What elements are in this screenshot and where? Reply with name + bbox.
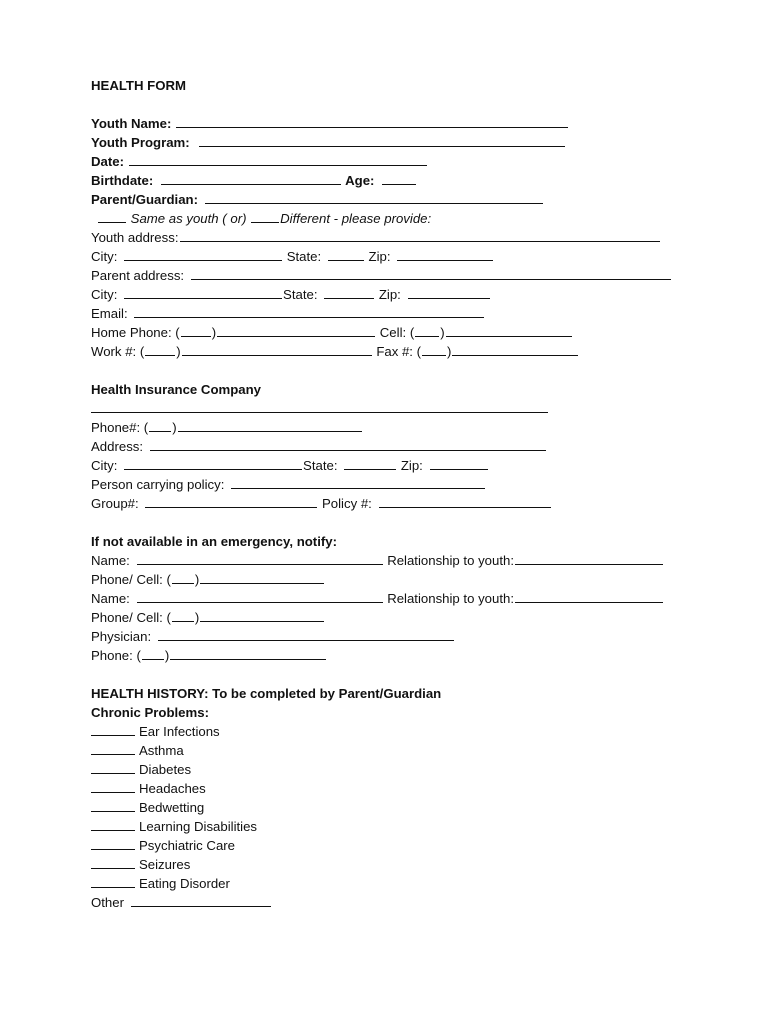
policy-label: Policy #:: [322, 496, 372, 511]
insurance-zip-field[interactable]: [430, 456, 488, 470]
youth-city-label: City:: [91, 249, 118, 264]
youth-address-label: Youth address:: [91, 230, 179, 245]
emergency-phone-2-close: ): [194, 610, 200, 625]
parent-guardian-row: [91, 190, 544, 209]
emergency-name-2-label: Name:: [91, 591, 130, 606]
insurance-city-row: [91, 456, 489, 475]
insurance-heading: Health Insurance Company: [91, 382, 262, 397]
insurance-phone-close: ): [172, 420, 177, 435]
other-label: Other: [91, 895, 124, 910]
youth-program-label: Youth Program:: [91, 135, 190, 150]
chronic-problems-heading: Chronic Problems:: [91, 705, 209, 720]
age-field[interactable]: [382, 171, 416, 185]
chronic-item: [91, 798, 204, 817]
physician-phone-row: [91, 646, 327, 665]
date-label: Date:: [91, 154, 124, 169]
chronic-item: [91, 874, 230, 893]
work-label: Work #: (: [91, 344, 145, 359]
age-label: Age:: [345, 173, 375, 188]
fax-close: ): [447, 344, 452, 359]
email-field[interactable]: [134, 304, 484, 318]
emergency-phone-1-close: ): [194, 572, 200, 587]
emergency-contact-2-row: [91, 589, 664, 608]
emergency-phone-2-area-field[interactable]: [172, 608, 194, 622]
date-field[interactable]: [129, 152, 427, 166]
group-label: Group#:: [91, 496, 139, 511]
different-checkline[interactable]: [251, 209, 279, 223]
chronic-item-checkline[interactable]: [91, 874, 135, 888]
emergency-phone-2-label: Phone/ Cell: (: [91, 610, 171, 625]
work-area-field[interactable]: [145, 342, 175, 356]
same-as-youth-label: Same as youth ( or): [130, 211, 247, 226]
same-as-youth-row: [97, 209, 431, 228]
parent-address-field[interactable]: [191, 266, 671, 280]
email-row: [91, 304, 485, 323]
health-history-heading: HEALTH HISTORY: To be completed by Parent/Guardian: [91, 686, 442, 701]
chronic-item-label: Psychiatric Care: [139, 838, 236, 853]
cell-label: Cell: (: [379, 325, 415, 340]
parent-guardian-field[interactable]: [205, 190, 543, 204]
cell-field[interactable]: [446, 323, 572, 337]
insurance-phone-area-field[interactable]: [149, 418, 171, 432]
chronic-item-label: Bedwetting: [139, 800, 205, 815]
youth-address-field[interactable]: [180, 228, 660, 242]
parent-state-field[interactable]: [324, 285, 374, 299]
emergency-name-1-field[interactable]: [137, 551, 383, 565]
chronic-item-checkline[interactable]: [91, 798, 135, 812]
physician-phone-close: ): [164, 648, 170, 663]
chronic-item: [91, 760, 191, 779]
emergency-phone-2-field[interactable]: [200, 608, 324, 622]
emergency-name-1-label: Name:: [91, 553, 130, 568]
chronic-item-checkline[interactable]: [91, 741, 135, 755]
emergency-phone-1-field[interactable]: [200, 570, 324, 584]
fax-area-field[interactable]: [422, 342, 446, 356]
physician-phone-field[interactable]: [170, 646, 326, 660]
chronic-item-label: Asthma: [139, 743, 184, 758]
chronic-item-checkline[interactable]: [91, 760, 135, 774]
chronic-item-label: Diabetes: [139, 762, 192, 777]
home-phone-row: [91, 323, 573, 342]
other-field[interactable]: [131, 893, 271, 907]
emergency-phone-1-area-field[interactable]: [172, 570, 194, 584]
chronic-item: [91, 836, 235, 855]
youth-name-label: Youth Name:: [91, 116, 172, 131]
fax-field[interactable]: [452, 342, 578, 356]
youth-zip-field[interactable]: [397, 247, 493, 261]
youth-city-field[interactable]: [124, 247, 282, 261]
other-row: [91, 893, 272, 912]
youth-city-row: [91, 247, 494, 266]
chronic-item-checkline[interactable]: [91, 779, 135, 793]
insurance-zip-label: Zip:: [400, 458, 423, 473]
physician-phone-area-field[interactable]: [142, 646, 164, 660]
chronic-item-label: Eating Disorder: [139, 876, 230, 891]
insurance-address-label: Address:: [91, 439, 144, 454]
youth-program-field[interactable]: [199, 133, 565, 147]
insurance-state-field[interactable]: [344, 456, 396, 470]
physician-phone-label: Phone: (: [91, 648, 141, 663]
work-close: ): [176, 344, 181, 359]
date-row: [91, 152, 428, 171]
physician-label: Physician:: [91, 629, 152, 644]
parent-zip-label: Zip:: [378, 287, 401, 302]
chronic-item-label: Headaches: [139, 781, 206, 796]
insurance-state-label: State:: [303, 458, 338, 473]
insurance-phone-label: Phone#: (: [91, 420, 149, 435]
relationship-1-label: Relationship to youth:: [387, 553, 515, 568]
policy-holder-field[interactable]: [231, 475, 485, 489]
parent-address-row: [91, 266, 672, 285]
insurance-phone-field[interactable]: [178, 418, 362, 432]
group-field[interactable]: [145, 494, 317, 508]
cell-area-field[interactable]: [415, 323, 439, 337]
relationship-2-label: Relationship to youth:: [387, 591, 515, 606]
different-label: Different - please provide:: [280, 211, 432, 226]
insurance-address-field[interactable]: [150, 437, 546, 451]
work-field[interactable]: [182, 342, 372, 356]
chronic-item: [91, 741, 184, 760]
birthdate-row: [91, 171, 417, 190]
chronic-item: [91, 855, 190, 874]
physician-row: [91, 627, 455, 646]
birthdate-field[interactable]: [161, 171, 341, 185]
chronic-item-checkline[interactable]: [91, 855, 135, 869]
emergency-heading: If not available in an emergency, notify:: [91, 534, 337, 549]
same-as-youth-checkline[interactable]: [98, 209, 126, 223]
chronic-item-label: Seizures: [139, 857, 191, 872]
email-label: Email:: [91, 306, 128, 321]
home-phone-close: ): [211, 325, 217, 340]
work-phone-row: [91, 342, 579, 361]
insurance-city-label: City:: [91, 458, 118, 473]
parent-city-label: City:: [91, 287, 118, 302]
home-phone-field[interactable]: [217, 323, 375, 337]
emergency-phone-1-row: [91, 570, 325, 589]
relationship-2-field[interactable]: [515, 589, 663, 603]
parent-zip-field[interactable]: [408, 285, 490, 299]
form-title: HEALTH FORM: [91, 78, 186, 93]
home-phone-area-field[interactable]: [181, 323, 211, 337]
home-phone-label: Home Phone: (: [91, 325, 180, 340]
parent-address-label: Parent address:: [91, 268, 185, 283]
youth-program-row: [91, 133, 566, 152]
insurance-phone-row: [91, 418, 363, 437]
chronic-item: [91, 779, 206, 798]
chronic-item-checkline[interactable]: [91, 722, 135, 736]
chronic-item: [91, 722, 220, 741]
chronic-item: [91, 817, 257, 836]
insurance-company-field[interactable]: [91, 399, 548, 413]
chronic-item-label: Learning Disabilities: [139, 819, 258, 834]
emergency-contact-1-row: [91, 551, 664, 570]
chronic-item-label: Ear Infections: [139, 724, 220, 739]
youth-state-field[interactable]: [328, 247, 364, 261]
youth-zip-label: Zip:: [368, 249, 391, 264]
youth-state-label: State:: [286, 249, 322, 264]
fax-label: Fax #: (: [376, 344, 422, 359]
insurance-company-row: [91, 399, 549, 418]
emergency-phone-1-label: Phone/ Cell: (: [91, 572, 171, 587]
parent-city-row: [91, 285, 491, 304]
chronic-item-checkline[interactable]: [91, 817, 135, 831]
parent-guardian-label: Parent/Guardian:: [91, 192, 198, 207]
birthdate-label: Birthdate:: [91, 173, 154, 188]
policy-field[interactable]: [379, 494, 551, 508]
physician-field[interactable]: [158, 627, 454, 641]
youth-name-field[interactable]: [176, 114, 568, 128]
emergency-name-2-field[interactable]: [137, 589, 383, 603]
insurance-address-row: [91, 437, 547, 456]
emergency-phone-2-row: [91, 608, 325, 627]
cell-close: ): [440, 325, 445, 340]
youth-address-row: [91, 228, 661, 247]
policy-holder-row: [91, 475, 486, 494]
insurance-city-field[interactable]: [124, 456, 302, 470]
youth-name-row: [91, 114, 569, 133]
chronic-item-checkline[interactable]: [91, 836, 135, 850]
parent-state-label: State:: [283, 287, 318, 302]
parent-city-field[interactable]: [124, 285, 282, 299]
group-policy-row: [91, 494, 552, 513]
policy-holder-label: Person carrying policy:: [91, 477, 225, 492]
relationship-1-field[interactable]: [515, 551, 663, 565]
